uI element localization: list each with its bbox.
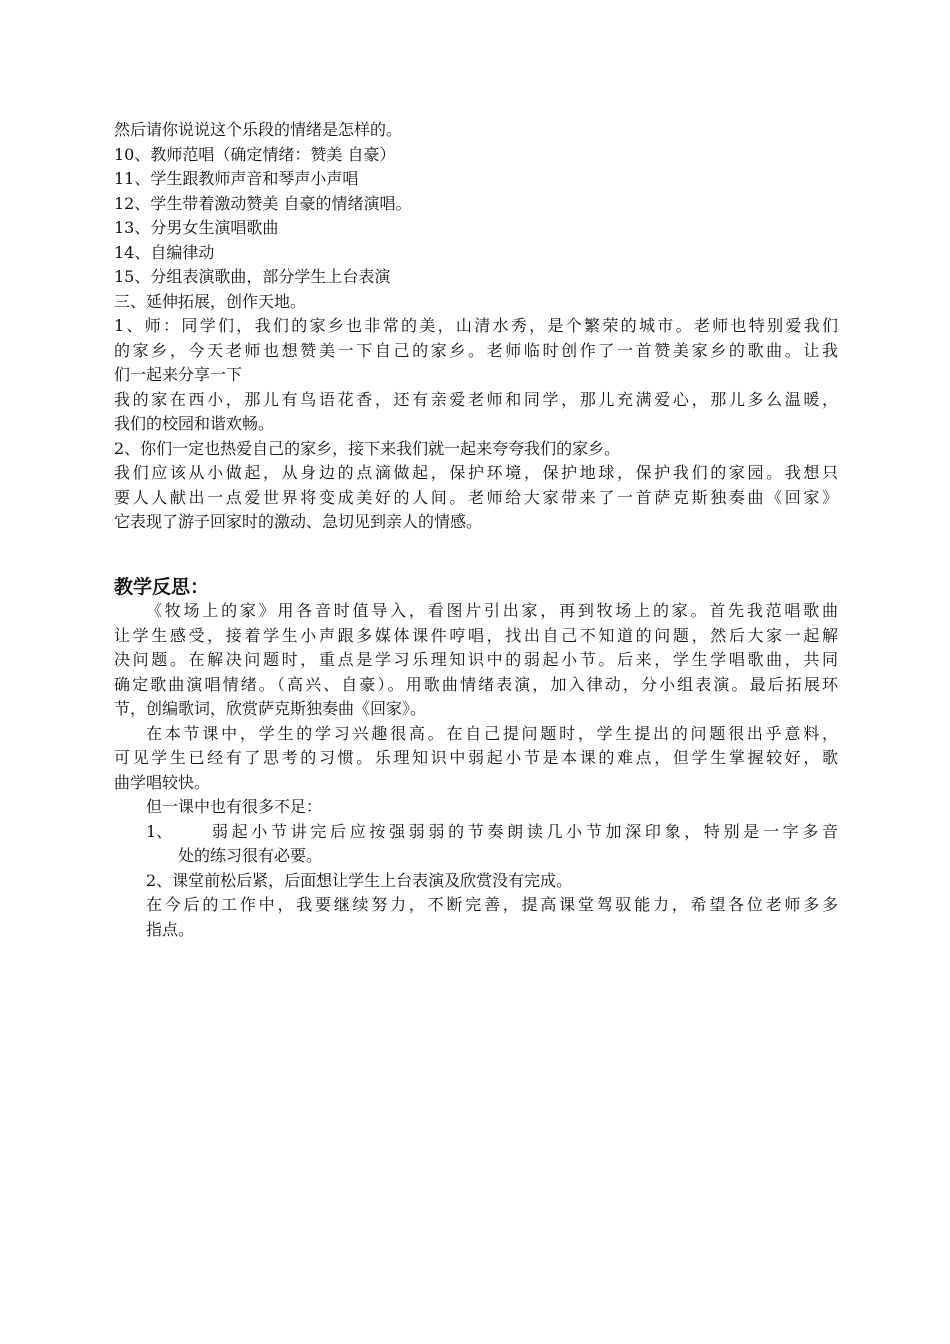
paragraph-line: 的家乡，今天老师也想赞美一下自己的家乡。老师临时创作了一首赞美家乡的歌曲。让我: [114, 340, 838, 360]
text-line: 15、分组表演歌曲，部分学生上台表演: [114, 267, 391, 286]
paragraph-line: 决问题。在解决问题时，重点是学习乐理知识中的弱起小节。后来，学生学唱歌曲，共同: [114, 650, 838, 669]
reflection-heading: 教学反思：: [114, 576, 210, 598]
paragraph-line: 我们的校园和谐欢畅。: [114, 414, 275, 433]
text-line: 12、学生带着激动赞美 自豪的情绪演唱。: [114, 193, 412, 213]
list-item: 2、课堂前松后紧，后面想让学生上台表演及欣赏没有完成。: [146, 870, 573, 890]
closing-line: 在今后的工作中，我要继续努力，不断完善，提高课堂驾驭能力，希望各位老师多多: [146, 895, 838, 914]
text-line: 13、分男女生演唱歌曲: [114, 218, 279, 237]
text-line: 11、学生跟教师声音和琴声小声唱: [114, 169, 359, 188]
paragraph-line: 我们应该从小做起，从身边的点滴做起，保护环境，保护地球，保护我们的家园。我想只: [114, 463, 838, 482]
closing-line-wrap: [114, 893, 838, 918]
list-item-text: 弱起小节讲完后应按强弱弱的节奏朗读几小节加深印象，特别是一字多音: [212, 821, 838, 841]
paragraph-line: 让学生感受，接着学生小声跟多媒体课件哼唱，找出自己不知道的问题，然后大家一起解: [114, 625, 838, 645]
text-line: 10、教师范唱（确定情绪：赞美 自豪）: [114, 144, 396, 164]
paragraph-line: 它表现了游子回家时的激动、急切见到亲人的情感。: [114, 512, 483, 531]
paragraph-line: 在本节课中，学生的学习兴趣很高。在自己提问题时，学生提出的问题很出乎意料，: [146, 723, 838, 743]
paragraph-line: 但一课中也有很多不足：: [146, 797, 323, 816]
paragraph-line: 可见学生已经有了思考的习惯。乐理知识中弱起小节是本课的难点，但学生掌握较好，歌: [114, 748, 838, 767]
paragraph-line: 2、你们一定也热爱自己的家乡，接下来我们就一起来夸夸我们的家乡。: [114, 438, 621, 458]
reflection-body: [114, 599, 838, 942]
paragraph-line: 曲学唱较快。: [114, 772, 211, 792]
closing-line: 指点。: [146, 919, 195, 939]
lesson-steps: [114, 118, 838, 535]
text-line: 然后请你说说这个乐段的情绪是怎样的。: [114, 120, 403, 139]
text-line: 14、自编律动: [114, 242, 215, 262]
paragraph-line: 确定歌曲演唱情绪。（高兴、自豪）。用歌曲情绪表演，加入律动，分小组表演。最后拓展环: [114, 674, 838, 694]
list-item-continuation: 处的练习很有必要。: [178, 846, 323, 865]
paragraph-line: 们一起来分享一下: [114, 365, 243, 384]
paragraph-line: 《牧场上的家》用各音时值导入，看图片引出家，再到牧场上的家。首先我范唱歌曲: [146, 601, 838, 620]
paragraph-line: 我的家在西小，那儿有鸟语花香，还有亲爱老师和同学，那儿充满爱心，那儿多么温暖，: [114, 389, 838, 409]
list-item: [114, 820, 838, 845]
list-number: 1、: [146, 821, 173, 841]
paragraph-line: 要人人献出一点爱世界将变成美好的人间。老师给大家带来了一首萨克斯独奏曲《回家》: [114, 487, 838, 507]
paragraph-line: 1、师：同学们，我们的家乡也非常的美，山清水秀，是个繁荣的城市。老师也特别爱我们: [114, 316, 838, 335]
paragraph-line: 节，创编歌词，欣赏萨克斯独奏曲《回家》。: [114, 699, 427, 718]
section-heading: 三、延伸拓展，创作天地。: [114, 291, 307, 311]
